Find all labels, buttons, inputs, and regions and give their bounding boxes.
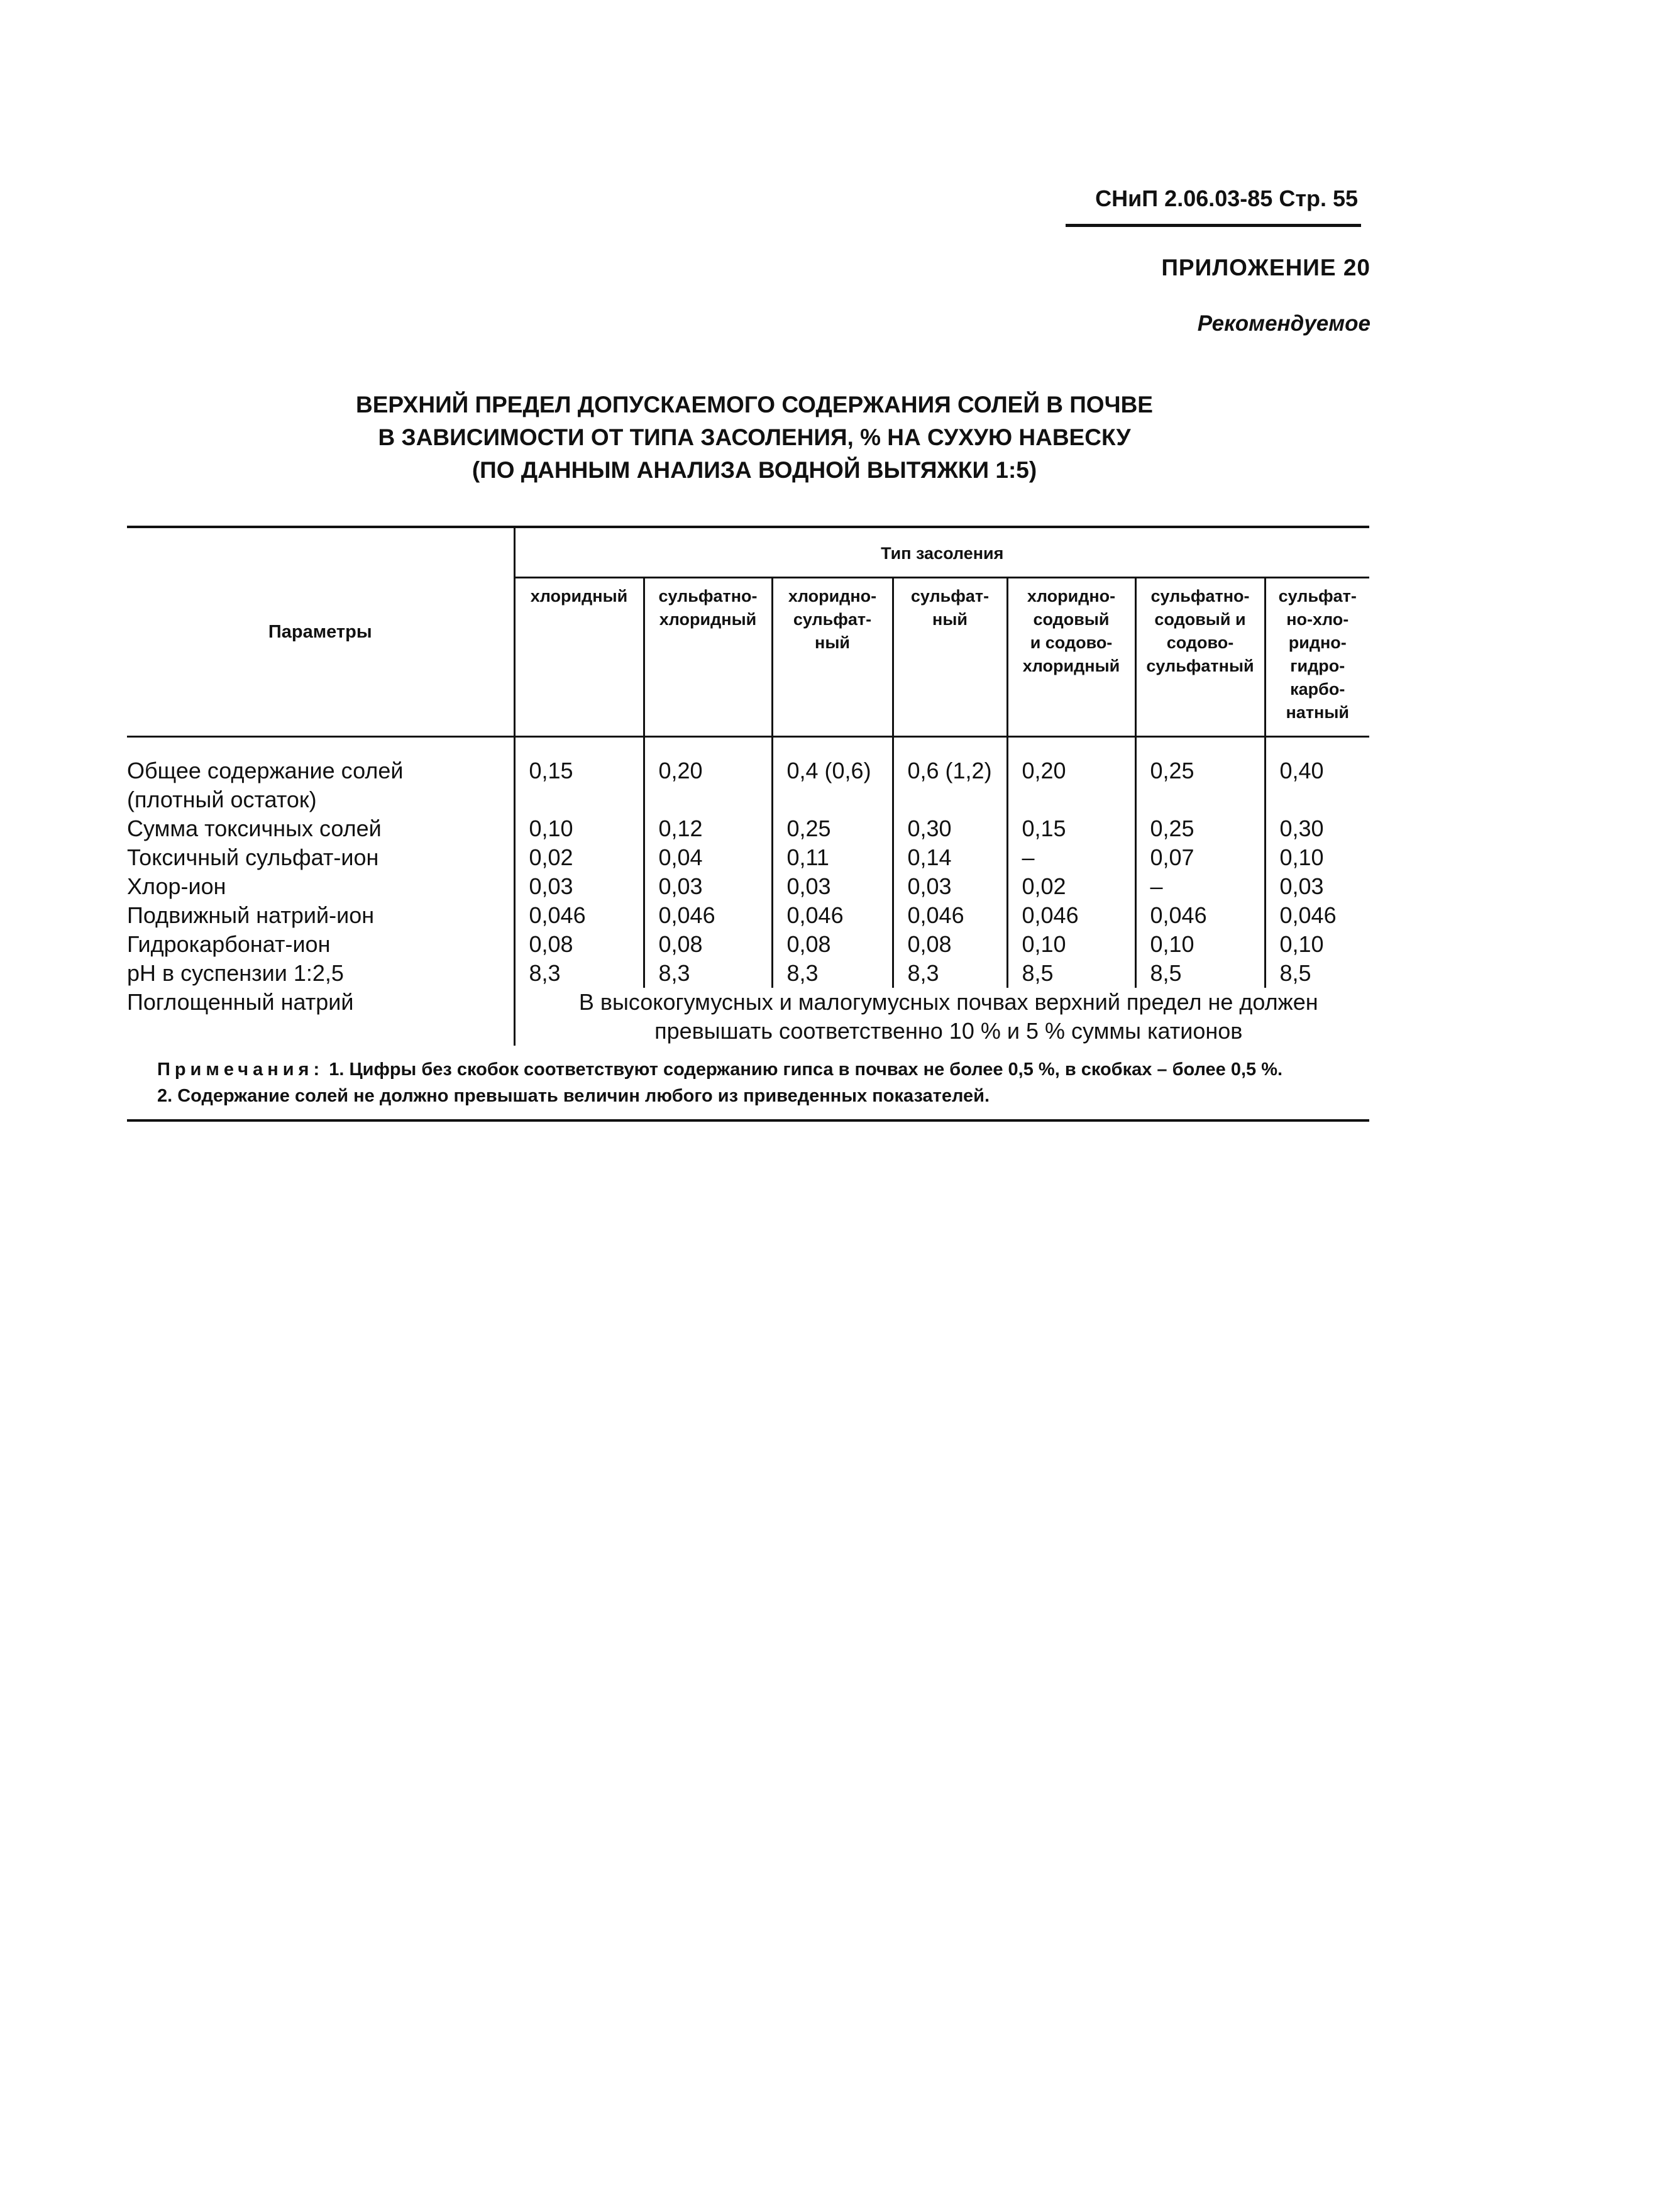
value-cell: 0,046 xyxy=(1135,901,1265,930)
appendix-label: ПРИЛОЖЕНИЕ 20 xyxy=(1161,255,1370,280)
value-cell: 0,03 xyxy=(1265,872,1369,901)
value-cell: 0,30 xyxy=(893,814,1007,843)
status-label: Рекомендуемое xyxy=(1197,311,1370,336)
value-cell: 8,5 xyxy=(1265,959,1369,988)
column-header: сульфат- ный xyxy=(893,578,1007,737)
value-cell: – xyxy=(1135,872,1265,901)
value-cell: 0,10 xyxy=(1265,930,1369,959)
table-row xyxy=(127,872,1369,901)
value-cell: 0,07 xyxy=(1135,843,1265,872)
column-header: сульфатно- хлоридный xyxy=(644,578,772,737)
title-line-2: В ЗАВИСИМОСТИ ОТ ТИПА ЗАСОЛЕНИЯ, % НА СУХУЮ НАВЕСКУ xyxy=(378,424,1131,450)
value-cell: 0,10 xyxy=(1007,930,1135,959)
salinity-table xyxy=(127,526,1369,1046)
absorbed-sodium-note: В высокогумусных и малогумусных почвах верхний предел не должен превышать соответственно 10 % и 5 % суммы катионов xyxy=(514,988,1369,1046)
value-cell: 0,03 xyxy=(772,872,893,901)
table-row xyxy=(127,959,1369,988)
value-cell: 0,15 xyxy=(514,737,644,815)
value-cell: 0,30 xyxy=(1265,814,1369,843)
value-cell: 0,046 xyxy=(772,901,893,930)
column-header: сульфатно- содовый и содово- сульфатный xyxy=(1135,578,1265,737)
value-cell: 0,20 xyxy=(644,737,772,815)
value-cell: 0,046 xyxy=(1007,901,1135,930)
value-cell: 0,08 xyxy=(644,930,772,959)
value-cell: 8,5 xyxy=(1007,959,1135,988)
value-cell: 8,3 xyxy=(772,959,893,988)
value-cell: 0,25 xyxy=(772,814,893,843)
value-cell: 0,03 xyxy=(893,872,1007,901)
note-line-2: 2. Содержание солей не должно превышать величин любого из приведенных показателей. xyxy=(157,1086,990,1106)
value-cell: 0,14 xyxy=(893,843,1007,872)
value-cell: 0,20 xyxy=(1007,737,1135,815)
value-cell: 0,046 xyxy=(1265,901,1369,930)
title-line-1: ВЕРХНИЙ ПРЕДЕЛ ДОПУСКАЕМОГО СОДЕРЖАНИЯ СОЛЕЙ В ПОЧВЕ xyxy=(356,392,1153,418)
value-cell: 0,25 xyxy=(1135,737,1265,815)
value-cell: 0,10 xyxy=(1265,843,1369,872)
value-cell: 0,12 xyxy=(644,814,772,843)
document-code: СНиП 2.06.03-85 Стр. 55 xyxy=(1095,185,1358,211)
value-cell: 0,08 xyxy=(893,930,1007,959)
table-row xyxy=(127,814,1369,843)
value-cell: 8,3 xyxy=(514,959,644,988)
param-cell: Хлор-ион xyxy=(127,873,226,899)
value-cell: 0,25 xyxy=(1135,814,1265,843)
param-cell: Общее содержание солей (плотный остаток) xyxy=(127,758,404,812)
table-row xyxy=(127,988,1369,1046)
value-cell: 0,08 xyxy=(772,930,893,959)
value-cell: 0,046 xyxy=(514,901,644,930)
value-cell: 0,03 xyxy=(514,872,644,901)
value-cell: 0,6 (1,2) xyxy=(893,737,1007,815)
param-cell: Сумма токсичных солей xyxy=(127,816,382,841)
column-header: хлоридно- сульфат- ный xyxy=(772,578,893,737)
salinity-type-header: Тип засоления xyxy=(514,527,1369,578)
table-row xyxy=(127,930,1369,959)
param-cell: pH в суспензии 1:2,5 xyxy=(127,960,344,986)
param-cell: Токсичный сульфат-ион xyxy=(127,844,379,870)
table-row xyxy=(127,901,1369,930)
value-cell: 8,5 xyxy=(1135,959,1265,988)
value-cell: 0,046 xyxy=(893,901,1007,930)
param-cell: Гидрокарбонат-ион xyxy=(127,931,331,957)
value-cell: 0,4 (0,6) xyxy=(772,737,893,815)
value-cell: 0,02 xyxy=(1007,872,1135,901)
value-cell: 0,046 xyxy=(644,901,772,930)
document-title xyxy=(239,389,1270,487)
param-cell: Подвижный натрий-ион xyxy=(127,902,375,928)
table-row xyxy=(127,843,1369,872)
value-cell: 0,10 xyxy=(1135,930,1265,959)
value-cell: 0,15 xyxy=(1007,814,1135,843)
value-cell: 8,3 xyxy=(893,959,1007,988)
bottom-rule xyxy=(127,1119,1369,1122)
value-cell: 0,40 xyxy=(1265,737,1369,815)
value-cell: 0,08 xyxy=(514,930,644,959)
value-cell: 0,02 xyxy=(514,843,644,872)
table-row xyxy=(127,737,1369,815)
param-cell: Поглощенный натрий xyxy=(127,989,354,1015)
params-header: Параметры xyxy=(127,527,514,737)
value-cell: 0,03 xyxy=(644,872,772,901)
note-line-1 xyxy=(157,1056,1377,1083)
column-header: хлоридный xyxy=(514,578,644,737)
column-header: сульфат- но-хло- ридно- гидро- карбо- натный xyxy=(1265,578,1369,737)
value-cell: 0,10 xyxy=(514,814,644,843)
notes-label: Примечания: xyxy=(157,1059,324,1080)
value-cell: – xyxy=(1007,843,1135,872)
table-notes xyxy=(157,1056,1377,1109)
column-header: хлоридно- содовый и содово- хлоридный xyxy=(1007,578,1135,737)
value-cell: 0,11 xyxy=(772,843,893,872)
value-cell: 0,04 xyxy=(644,843,772,872)
note-1-text: 1. Цифры без скобок соответствуют содержанию гипса в почвах не более 0,5 %, в скобках – более 0,5 %. xyxy=(329,1059,1283,1080)
header-rule xyxy=(1066,224,1361,227)
title-line-3: (ПО ДАННЫМ АНАЛИЗА ВОДНОЙ ВЫТЯЖКИ 1:5) xyxy=(472,457,1037,483)
value-cell: 8,3 xyxy=(644,959,772,988)
